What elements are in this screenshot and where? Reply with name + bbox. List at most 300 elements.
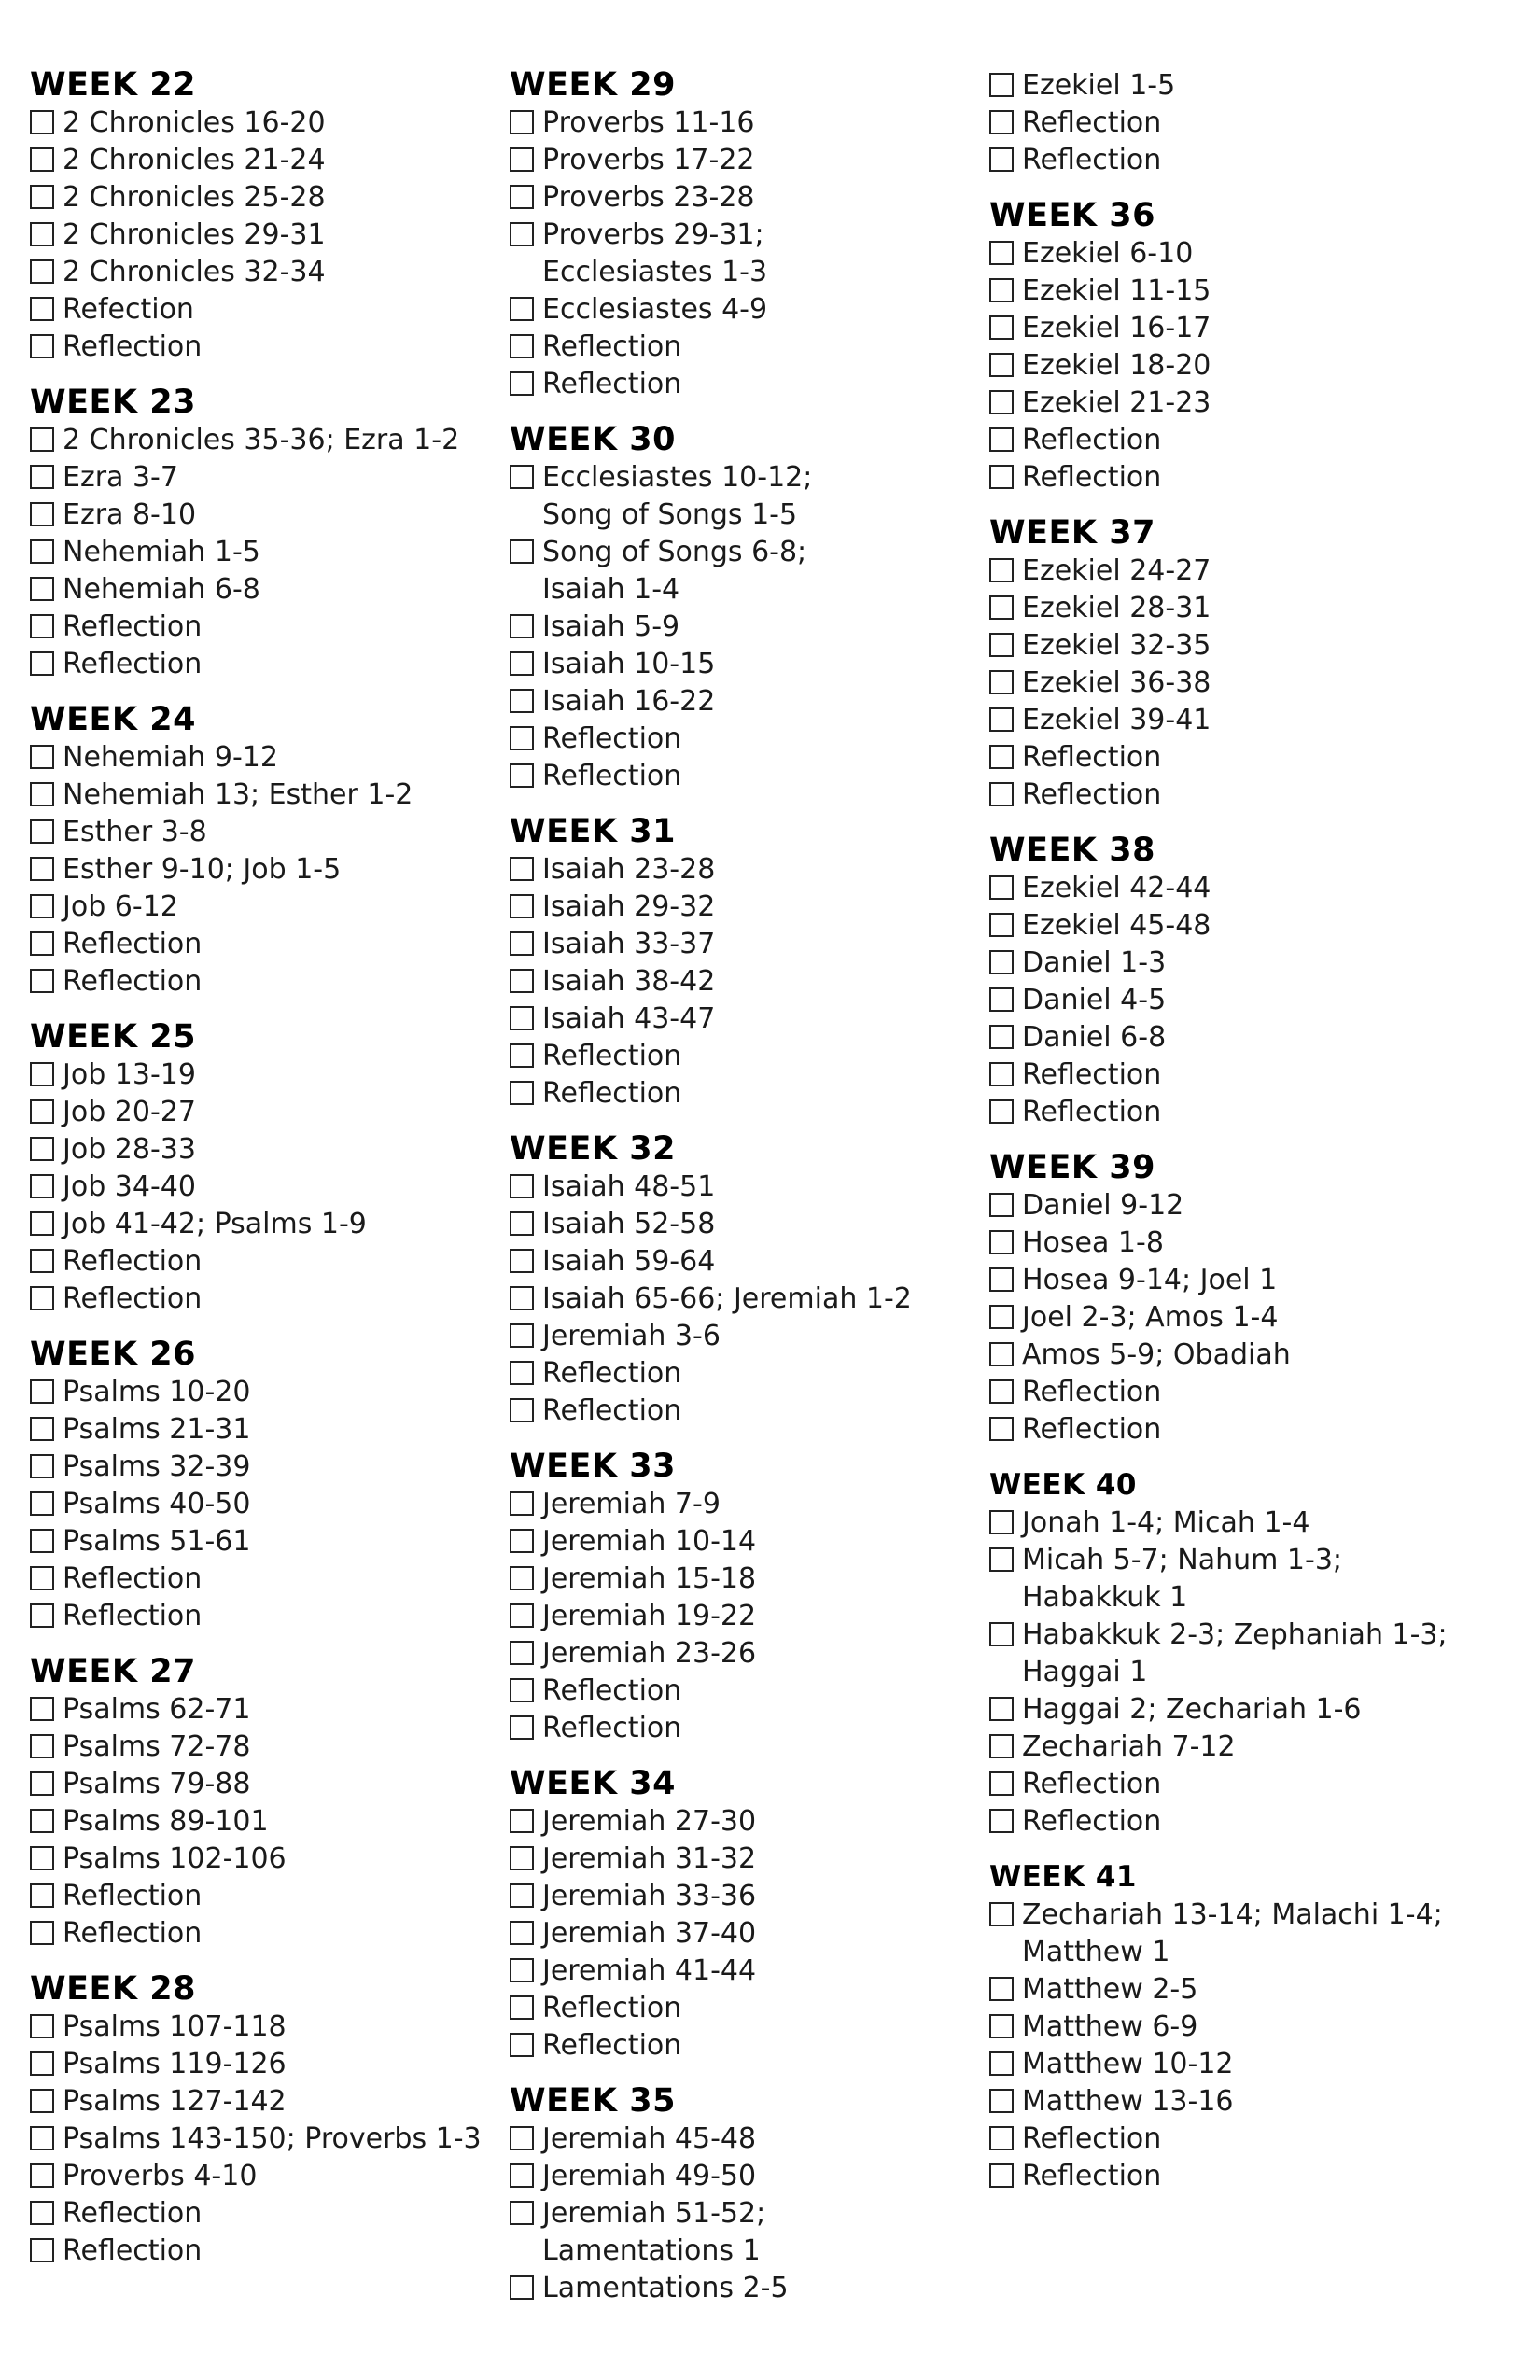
reading-checkbox[interactable] bbox=[989, 950, 1014, 974]
reading-item bbox=[989, 1019, 1448, 1057]
reading-checkbox[interactable] bbox=[989, 633, 1014, 657]
reading-item bbox=[30, 1598, 482, 1635]
reading-label bbox=[542, 1075, 681, 1113]
reading-label bbox=[542, 2027, 681, 2065]
reading-label-line: Reflection bbox=[1022, 1805, 1162, 1838]
reading-item bbox=[510, 1486, 912, 1523]
reading-checkbox[interactable] bbox=[510, 1211, 534, 1236]
reading-checkbox[interactable] bbox=[510, 894, 534, 918]
reading-item bbox=[510, 142, 912, 179]
reading-checkbox[interactable] bbox=[989, 1267, 1014, 1292]
reading-label-line: Song of Songs 1-5 bbox=[542, 498, 798, 531]
reading-checkbox[interactable] bbox=[510, 2201, 534, 2225]
reading-checkbox[interactable] bbox=[510, 539, 534, 564]
reading-label-line: Daniel 1-3 bbox=[1022, 946, 1167, 979]
reading-checkbox[interactable] bbox=[989, 1547, 1014, 1572]
reading-label bbox=[1022, 2083, 1234, 2121]
reading-item bbox=[510, 1878, 912, 1915]
week-block bbox=[30, 1652, 482, 1953]
reading-label bbox=[542, 1318, 721, 1355]
reading-label-line: Psalms 40-50 bbox=[63, 1488, 251, 1520]
reading-checkbox[interactable] bbox=[30, 539, 54, 564]
reading-item bbox=[989, 1225, 1448, 1262]
reading-checkbox[interactable] bbox=[989, 353, 1014, 377]
reading-label-line: Ezekiel 42-44 bbox=[1022, 872, 1211, 904]
reading-checkbox[interactable] bbox=[30, 1697, 54, 1721]
reading-checkbox[interactable] bbox=[989, 1622, 1014, 1646]
reading-checkbox[interactable] bbox=[30, 1603, 54, 1628]
reading-label bbox=[542, 179, 755, 217]
reading-checkbox[interactable] bbox=[30, 1809, 54, 1833]
reading-item bbox=[989, 1542, 1448, 1617]
reading-checkbox[interactable] bbox=[989, 782, 1014, 806]
reading-label bbox=[1022, 1803, 1161, 1841]
reading-label-line: Psalms 51-61 bbox=[63, 1525, 251, 1558]
reading-item bbox=[30, 179, 482, 217]
reading-item bbox=[989, 553, 1448, 590]
reading-checkbox[interactable] bbox=[510, 689, 534, 713]
reading-checkbox[interactable] bbox=[989, 670, 1014, 694]
reading-checkbox[interactable] bbox=[510, 185, 534, 209]
reading-checkbox[interactable] bbox=[510, 1491, 534, 1516]
reading-label bbox=[63, 1094, 196, 1131]
reading-label bbox=[63, 291, 194, 329]
week-title: WEEK 39 bbox=[989, 1149, 1155, 1186]
reading-checkbox[interactable] bbox=[510, 2033, 534, 2057]
reading-checkbox[interactable] bbox=[30, 782, 54, 806]
reading-checkbox[interactable] bbox=[30, 297, 54, 321]
reading-label bbox=[1022, 235, 1193, 273]
reading-checkbox[interactable] bbox=[510, 726, 534, 750]
reading-item bbox=[989, 1057, 1448, 1094]
reading-label bbox=[63, 2233, 202, 2270]
reading-checkbox[interactable] bbox=[510, 297, 534, 321]
reading-checkbox[interactable] bbox=[989, 390, 1014, 414]
reading-item bbox=[510, 291, 912, 329]
week-block bbox=[30, 1335, 482, 1635]
reading-label-line: Isaiah 1-4 bbox=[542, 573, 680, 606]
reading-label-line: Lamentations 2-5 bbox=[542, 2272, 789, 2304]
reading-checkbox[interactable] bbox=[30, 1062, 54, 1086]
reading-label-line: Refection bbox=[63, 293, 194, 326]
reading-checkbox[interactable] bbox=[989, 558, 1014, 582]
reading-checkbox[interactable] bbox=[30, 745, 54, 769]
reading-item bbox=[30, 1523, 482, 1561]
reading-checkbox[interactable] bbox=[510, 1809, 534, 1833]
reading-checkbox[interactable] bbox=[30, 110, 54, 134]
reading-checkbox[interactable] bbox=[510, 371, 534, 396]
reading-label-line: Nehemiah 6-8 bbox=[63, 573, 260, 606]
reading-label-line: Psalms 79-88 bbox=[63, 1768, 251, 1800]
reading-checkbox[interactable] bbox=[30, 1566, 54, 1590]
reading-item bbox=[510, 1561, 912, 1598]
reading-checkbox[interactable] bbox=[30, 427, 54, 452]
reading-checkbox[interactable] bbox=[30, 2201, 54, 2225]
reading-checkbox[interactable] bbox=[989, 913, 1014, 937]
reading-checkbox[interactable] bbox=[989, 875, 1014, 900]
reading-item bbox=[510, 1803, 912, 1841]
reading-checkbox[interactable] bbox=[989, 2126, 1014, 2150]
reading-checkbox[interactable] bbox=[30, 1734, 54, 1758]
reading-checkbox[interactable] bbox=[989, 745, 1014, 769]
reading-checkbox[interactable] bbox=[30, 334, 54, 358]
reading-item bbox=[510, 179, 912, 217]
reading-item bbox=[510, 2195, 912, 2270]
reading-label bbox=[542, 1635, 756, 1673]
reading-label-line: Ecclesiastes 1-3 bbox=[542, 256, 768, 288]
reading-label bbox=[1022, 1374, 1161, 1411]
reading-checkbox[interactable] bbox=[989, 1230, 1014, 1254]
reading-checkbox[interactable] bbox=[510, 1043, 534, 1068]
reading-label-line: Isaiah 10-15 bbox=[542, 648, 716, 680]
reading-label bbox=[63, 851, 341, 889]
reading-label bbox=[1022, 459, 1161, 497]
reading-item bbox=[989, 1617, 1448, 1691]
reading-label bbox=[542, 758, 681, 795]
reading-label bbox=[63, 1281, 202, 1318]
reading-checkbox[interactable] bbox=[510, 1883, 534, 1908]
week-block bbox=[510, 420, 912, 795]
reading-item bbox=[30, 1094, 482, 1131]
reading-item bbox=[989, 1299, 1448, 1337]
reading-checkbox[interactable] bbox=[510, 1174, 534, 1198]
reading-label bbox=[63, 497, 196, 534]
reading-item bbox=[989, 1374, 1448, 1411]
reading-checkbox[interactable] bbox=[30, 1454, 54, 1478]
reading-label-line: Reflection bbox=[63, 1917, 203, 1950]
reading-item bbox=[510, 1393, 912, 1430]
reading-checkbox[interactable] bbox=[30, 2089, 54, 2113]
reading-label-line: Jeremiah 23-26 bbox=[542, 1637, 757, 1670]
reading-checkbox[interactable] bbox=[510, 1529, 534, 1553]
reading-checkbox[interactable] bbox=[989, 427, 1014, 452]
reading-label bbox=[1022, 142, 1161, 179]
reading-checkbox[interactable] bbox=[510, 857, 534, 881]
reading-checkbox[interactable] bbox=[510, 614, 534, 638]
reading-item bbox=[510, 1318, 912, 1355]
reading-label-line: Reflection bbox=[542, 2029, 682, 2062]
reading-checkbox[interactable] bbox=[510, 1361, 534, 1385]
reading-checkbox[interactable] bbox=[989, 1099, 1014, 1124]
reading-label-line: Reflection bbox=[1022, 2122, 1162, 2155]
reading-checkbox[interactable] bbox=[510, 1846, 534, 1870]
reading-checkbox[interactable] bbox=[30, 222, 54, 246]
reading-item bbox=[30, 2009, 482, 2046]
reading-checkbox[interactable] bbox=[989, 1379, 1014, 1404]
reading-checkbox[interactable] bbox=[989, 1977, 1014, 2001]
reading-label-line: Jeremiah 33-36 bbox=[542, 1880, 757, 1912]
reading-checkbox[interactable] bbox=[30, 2126, 54, 2150]
reading-label bbox=[1022, 982, 1166, 1019]
reading-item bbox=[30, 609, 482, 646]
reading-checkbox[interactable] bbox=[30, 577, 54, 601]
week-title: WEEK 35 bbox=[510, 2082, 676, 2120]
reading-checkbox[interactable] bbox=[989, 2163, 1014, 2188]
reading-label-line: Psalms 32-39 bbox=[63, 1450, 251, 1483]
reading-checkbox[interactable] bbox=[30, 1771, 54, 1796]
week-block bbox=[30, 65, 482, 366]
reading-checkbox[interactable] bbox=[989, 1734, 1014, 1758]
reading-checkbox[interactable] bbox=[510, 969, 534, 993]
reading-item bbox=[510, 1355, 912, 1393]
reading-checkbox[interactable] bbox=[510, 763, 534, 788]
reading-label-line: Joel 2-3; Amos 1-4 bbox=[1022, 1301, 1279, 1334]
reading-checkbox[interactable] bbox=[510, 1715, 534, 1740]
reading-checkbox[interactable] bbox=[989, 73, 1014, 97]
reading-checkbox[interactable] bbox=[989, 1902, 1014, 1926]
reading-label bbox=[542, 142, 755, 179]
reading-label-line: Psalms 107-118 bbox=[63, 2010, 287, 2043]
reading-label-line: Psalms 143-150; Proverbs 1-3 bbox=[63, 2122, 482, 2155]
reading-label bbox=[63, 926, 202, 963]
reading-item bbox=[30, 1803, 482, 1841]
reading-label bbox=[63, 1878, 202, 1915]
reading-checkbox[interactable] bbox=[989, 1062, 1014, 1086]
reading-checkbox[interactable] bbox=[30, 1174, 54, 1198]
reading-checkbox[interactable] bbox=[989, 1809, 1014, 1833]
reading-item bbox=[30, 1878, 482, 1915]
reading-checkbox[interactable] bbox=[989, 2089, 1014, 2113]
reading-checkbox[interactable] bbox=[30, 185, 54, 209]
reading-checkbox[interactable] bbox=[510, 1249, 534, 1273]
reading-checkbox[interactable] bbox=[510, 1006, 534, 1030]
week-title: WEEK 34 bbox=[510, 1765, 676, 1802]
reading-checkbox[interactable] bbox=[30, 2014, 54, 2038]
reading-item bbox=[30, 217, 482, 254]
week-block bbox=[510, 2081, 912, 2307]
reading-label-line: Matthew 1 bbox=[1022, 1936, 1170, 1968]
reading-checkbox[interactable] bbox=[30, 1846, 54, 1870]
reading-label bbox=[542, 1169, 715, 1206]
reading-label-line: Reflection bbox=[542, 368, 682, 400]
column-1 bbox=[30, 65, 482, 2287]
reading-checkbox[interactable] bbox=[510, 1603, 534, 1628]
reading-label bbox=[63, 609, 202, 646]
reading-checkbox[interactable] bbox=[989, 1417, 1014, 1441]
reading-label-line: Job 6-12 bbox=[63, 890, 178, 923]
reading-label-line: Ezekiel 32-35 bbox=[1022, 629, 1211, 662]
reading-label-line: Ezekiel 45-48 bbox=[1022, 909, 1211, 942]
reading-checkbox[interactable] bbox=[989, 1193, 1014, 1217]
reading-item bbox=[510, 889, 912, 926]
reading-label bbox=[1022, 2046, 1234, 2083]
week-block bbox=[30, 1969, 482, 2270]
reading-label-line: Reflection bbox=[542, 1357, 682, 1390]
reading-checkbox[interactable] bbox=[989, 2014, 1014, 2038]
reading-label bbox=[63, 739, 278, 777]
reading-checkbox[interactable] bbox=[510, 1641, 534, 1665]
reading-item bbox=[30, 142, 482, 179]
reading-checkbox[interactable] bbox=[510, 2275, 534, 2300]
reading-label bbox=[542, 1038, 681, 1075]
reading-label-line: Job 13-19 bbox=[63, 1058, 196, 1091]
reading-checkbox[interactable] bbox=[989, 987, 1014, 1012]
reading-checkbox[interactable] bbox=[989, 1697, 1014, 1721]
reading-checkbox[interactable] bbox=[30, 857, 54, 881]
reading-checkbox[interactable] bbox=[30, 2238, 54, 2262]
reading-label bbox=[542, 2195, 765, 2270]
reading-checkbox[interactable] bbox=[30, 819, 54, 844]
reading-checkbox[interactable] bbox=[989, 595, 1014, 620]
reading-checkbox[interactable] bbox=[30, 1921, 54, 1945]
reading-label-line: Ezekiel 24-27 bbox=[1022, 554, 1211, 587]
reading-label bbox=[542, 1878, 756, 1915]
reading-checkbox[interactable] bbox=[510, 1398, 534, 1422]
reading-checkbox[interactable] bbox=[510, 222, 534, 246]
reading-checkbox[interactable] bbox=[30, 147, 54, 172]
reading-label-line: Reflection bbox=[1022, 1096, 1162, 1128]
reading-label bbox=[542, 329, 681, 366]
reading-label-line: Ecclesiastes 10-12; bbox=[542, 461, 813, 494]
reading-checkbox[interactable] bbox=[989, 110, 1014, 134]
reading-checkbox[interactable] bbox=[510, 1323, 534, 1348]
reading-checkbox[interactable] bbox=[30, 1417, 54, 1441]
reading-label-line: Proverbs 23-28 bbox=[542, 181, 755, 214]
reading-checkbox[interactable] bbox=[989, 465, 1014, 489]
reading-checkbox[interactable] bbox=[989, 1342, 1014, 1366]
reading-checkbox[interactable] bbox=[30, 465, 54, 489]
reading-item bbox=[989, 347, 1448, 385]
reading-label bbox=[542, 459, 812, 534]
reading-label bbox=[63, 1169, 196, 1206]
reading-label bbox=[63, 1523, 250, 1561]
reading-checkbox[interactable] bbox=[510, 931, 534, 956]
reading-checkbox[interactable] bbox=[30, 969, 54, 993]
reading-checkbox[interactable] bbox=[510, 334, 534, 358]
reading-checkbox[interactable] bbox=[989, 241, 1014, 265]
reading-checkbox[interactable] bbox=[30, 1099, 54, 1124]
reading-label-line: Jeremiah 49-50 bbox=[542, 2160, 757, 2192]
reading-label bbox=[542, 1561, 756, 1598]
reading-label-line: Hosea 1-8 bbox=[1022, 1226, 1164, 1259]
reading-item bbox=[989, 982, 1448, 1019]
reading-label bbox=[542, 889, 715, 926]
reading-label bbox=[542, 963, 715, 1001]
reading-checkbox[interactable] bbox=[30, 1137, 54, 1161]
reading-checkbox[interactable] bbox=[30, 259, 54, 284]
reading-item bbox=[30, 2233, 482, 2270]
reading-checkbox[interactable] bbox=[510, 2126, 534, 2150]
reading-item bbox=[510, 329, 912, 366]
reading-checkbox[interactable] bbox=[30, 1529, 54, 1553]
reading-label-line: Reflection bbox=[63, 1562, 203, 1595]
reading-label-line: Esther 3-8 bbox=[63, 816, 207, 848]
reading-label bbox=[63, 1729, 250, 1766]
reading-item bbox=[510, 1001, 912, 1038]
reading-checkbox[interactable] bbox=[510, 2163, 534, 2188]
reading-checkbox[interactable] bbox=[989, 1771, 1014, 1796]
week-title: WEEK 29 bbox=[510, 66, 676, 104]
reading-label bbox=[63, 814, 207, 851]
reading-label bbox=[1022, 1617, 1448, 1691]
reading-checkbox[interactable] bbox=[30, 1379, 54, 1404]
reading-label bbox=[542, 291, 767, 329]
reading-checkbox[interactable] bbox=[30, 502, 54, 526]
reading-label bbox=[1022, 702, 1211, 739]
reading-label bbox=[63, 571, 260, 609]
reading-checkbox[interactable] bbox=[989, 278, 1014, 302]
reading-label-line: Reflection bbox=[542, 1712, 682, 1744]
reading-checkbox[interactable] bbox=[510, 1566, 534, 1590]
reading-label-line: Job 20-27 bbox=[63, 1096, 196, 1128]
reading-checkbox[interactable] bbox=[510, 1921, 534, 1945]
reading-item bbox=[510, 609, 912, 646]
reading-checkbox[interactable] bbox=[30, 894, 54, 918]
reading-label bbox=[63, 1691, 250, 1729]
reading-item bbox=[30, 1243, 482, 1281]
reading-item bbox=[510, 1915, 912, 1953]
reading-checkbox[interactable] bbox=[30, 2051, 54, 2076]
reading-label bbox=[63, 422, 459, 459]
reading-checkbox[interactable] bbox=[30, 1883, 54, 1908]
reading-checkbox[interactable] bbox=[989, 1510, 1014, 1534]
reading-checkbox[interactable] bbox=[30, 1491, 54, 1516]
reading-checkbox[interactable] bbox=[510, 147, 534, 172]
reading-label-line: Reflection bbox=[542, 760, 682, 792]
reading-label bbox=[1022, 945, 1166, 982]
reading-label-line: Habakkuk 2-3; Zephaniah 1-3; bbox=[1022, 1618, 1448, 1651]
reading-item bbox=[510, 2121, 912, 2158]
reading-checkbox[interactable] bbox=[30, 2163, 54, 2188]
reading-item bbox=[989, 1262, 1448, 1299]
reading-label bbox=[63, 179, 326, 217]
reading-checkbox[interactable] bbox=[510, 465, 534, 489]
reading-item bbox=[30, 497, 482, 534]
reading-checkbox[interactable] bbox=[989, 1305, 1014, 1329]
reading-checkbox[interactable] bbox=[510, 110, 534, 134]
reading-label-line: Isaiah 52-58 bbox=[542, 1208, 716, 1240]
reading-item bbox=[510, 926, 912, 963]
reading-checkbox[interactable] bbox=[989, 315, 1014, 340]
reading-label bbox=[542, 683, 715, 721]
reading-item bbox=[30, 1841, 482, 1878]
reading-checkbox[interactable] bbox=[510, 1678, 534, 1702]
reading-checkbox[interactable] bbox=[510, 1958, 534, 1982]
reading-checkbox[interactable] bbox=[510, 1081, 534, 1105]
reading-label-line: Nehemiah 1-5 bbox=[63, 536, 260, 568]
reading-item bbox=[510, 1243, 912, 1281]
reading-checkbox[interactable] bbox=[989, 2051, 1014, 2076]
reading-checkbox[interactable] bbox=[989, 147, 1014, 172]
reading-item bbox=[30, 1057, 482, 1094]
reading-checkbox[interactable] bbox=[989, 1025, 1014, 1049]
week-title: WEEK 38 bbox=[989, 832, 1155, 869]
reading-item bbox=[989, 590, 1448, 627]
reading-checkbox[interactable] bbox=[30, 1211, 54, 1236]
reading-label-line: 2 Chronicles 16-20 bbox=[63, 106, 326, 139]
week-title: WEEK 22 bbox=[30, 66, 196, 104]
reading-label-line: Psalms 72-78 bbox=[63, 1730, 251, 1763]
reading-item bbox=[989, 1766, 1448, 1803]
reading-checkbox[interactable] bbox=[989, 707, 1014, 732]
reading-checkbox[interactable] bbox=[30, 931, 54, 956]
reading-item bbox=[30, 1449, 482, 1486]
reading-checkbox[interactable] bbox=[30, 614, 54, 638]
reading-label-line: Reflection bbox=[1022, 424, 1162, 456]
reading-label bbox=[63, 105, 326, 142]
reading-checkbox[interactable] bbox=[510, 1286, 534, 1310]
reading-label bbox=[63, 1803, 269, 1841]
reading-checkbox[interactable] bbox=[30, 651, 54, 676]
reading-checkbox[interactable] bbox=[510, 1995, 534, 2020]
reading-checkbox[interactable] bbox=[30, 1249, 54, 1273]
reading-item bbox=[989, 2009, 1448, 2046]
reading-item bbox=[510, 1710, 912, 1747]
reading-label bbox=[1022, 1337, 1291, 1374]
reading-checkbox[interactable] bbox=[30, 1286, 54, 1310]
reading-label-line: Psalms 127-142 bbox=[63, 2085, 287, 2118]
reading-checkbox[interactable] bbox=[510, 651, 534, 676]
